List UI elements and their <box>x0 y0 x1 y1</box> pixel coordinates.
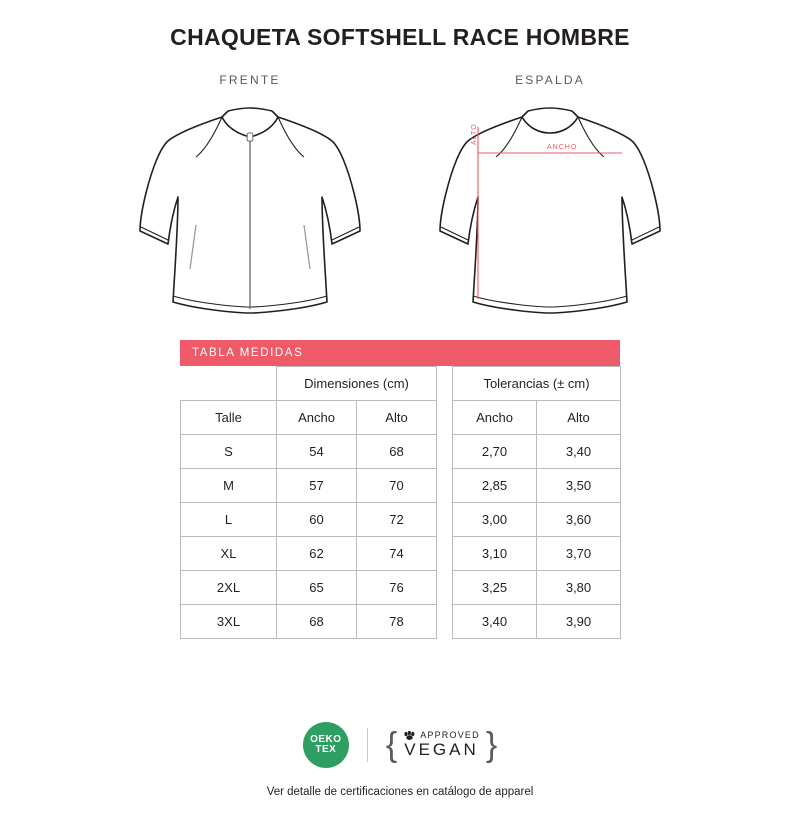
cell-size: XL <box>181 537 277 571</box>
oeko-label-line1: OEKO <box>310 733 342 745</box>
cell-tol-width: 2,70 <box>453 435 537 469</box>
oeko-tex-icon <box>303 722 349 768</box>
back-measure-ancho-label: ANCHO <box>547 144 578 151</box>
table-row <box>181 605 621 639</box>
cell-tol-height: 3,50 <box>537 469 621 503</box>
group-header-empty <box>181 367 277 401</box>
vegan-approved-label: APPROVED <box>420 729 480 740</box>
back-measure-alto-label: ALTO <box>471 123 478 145</box>
page-title: CHAQUETA SOFTSHELL RACE HOMBRE <box>170 24 630 50</box>
cell-spacer <box>437 537 453 571</box>
table-group-header-row <box>181 367 621 401</box>
cell-dim-width: 54 <box>277 435 357 469</box>
group-header-dimensions: Dimensiones (cm) <box>277 367 437 401</box>
cell-tol-height: 3,60 <box>537 503 621 537</box>
cell-size: 3XL <box>181 605 277 639</box>
vegan-label: VEGAN <box>404 739 479 759</box>
back-view <box>430 73 670 322</box>
cell-size: M <box>181 469 277 503</box>
cell-tol-height: 3,80 <box>537 571 621 605</box>
cell-size: 2XL <box>181 571 277 605</box>
cell-dim-width: 68 <box>277 605 357 639</box>
cell-size: S <box>181 435 277 469</box>
cell-spacer <box>437 571 453 605</box>
vegan-text-block <box>403 731 480 760</box>
cell-spacer <box>437 605 453 639</box>
cell-dim-width: 57 <box>277 469 357 503</box>
cell-spacer <box>437 469 453 503</box>
paw-icon <box>403 731 417 740</box>
oeko-label-line2: TEX <box>315 744 337 755</box>
cell-tol-width: 3,10 <box>453 537 537 571</box>
front-jacket-illustration <box>130 97 370 322</box>
front-view-label: FRENTE <box>219 73 281 87</box>
column-header-spacer <box>437 401 453 435</box>
cell-dim-width: 62 <box>277 537 357 571</box>
cell-tol-width: 3,40 <box>453 605 537 639</box>
table-row <box>181 503 621 537</box>
table-row <box>181 469 621 503</box>
size-table-zone <box>180 340 620 639</box>
cell-tol-height: 3,70 <box>537 537 621 571</box>
cell-spacer <box>437 435 453 469</box>
certification-badges <box>303 722 497 768</box>
cell-tol-width: 3,25 <box>453 571 537 605</box>
cell-tol-height: 3,40 <box>537 435 621 469</box>
brace-right-icon: } <box>485 726 498 764</box>
certifications-note: Ver detalle de certificaciones en catálogo de apparel <box>266 786 534 798</box>
cell-dim-height: 68 <box>357 435 437 469</box>
column-header-tol-height: Alto <box>537 401 621 435</box>
cell-dim-width: 65 <box>277 571 357 605</box>
cell-dim-height: 72 <box>357 503 437 537</box>
cell-tol-width: 2,85 <box>453 469 537 503</box>
cell-spacer <box>437 503 453 537</box>
size-table <box>180 366 621 639</box>
size-table-banner: TABLA MEDIDAS <box>180 340 620 366</box>
group-header-spacer <box>437 367 453 401</box>
brace-left-icon: { <box>385 726 398 764</box>
garment-views <box>0 73 800 322</box>
vegan-badge <box>386 728 497 762</box>
cell-tol-width: 3,00 <box>453 503 537 537</box>
footer <box>0 722 800 798</box>
sizing-chart-page <box>0 24 800 824</box>
front-view <box>130 73 370 322</box>
column-header-size: Talle <box>181 401 277 435</box>
table-row <box>181 571 621 605</box>
column-header-dim-width: Ancho <box>277 401 357 435</box>
group-header-tolerances: Tolerancias (± cm) <box>453 367 621 401</box>
column-header-dim-height: Alto <box>357 401 437 435</box>
back-view-label: ESPALDA <box>515 73 585 87</box>
table-row <box>181 435 621 469</box>
cell-tol-height: 3,90 <box>537 605 621 639</box>
cell-dim-height: 76 <box>357 571 437 605</box>
cell-dim-width: 60 <box>277 503 357 537</box>
cell-dim-height: 78 <box>357 605 437 639</box>
cell-size: L <box>181 503 277 537</box>
cell-dim-height: 74 <box>357 537 437 571</box>
back-jacket-illustration <box>430 97 670 322</box>
cell-dim-height: 70 <box>357 469 437 503</box>
badge-divider <box>367 728 368 762</box>
table-row <box>181 537 621 571</box>
table-column-header-row <box>181 401 621 435</box>
column-header-tol-width: Ancho <box>453 401 537 435</box>
